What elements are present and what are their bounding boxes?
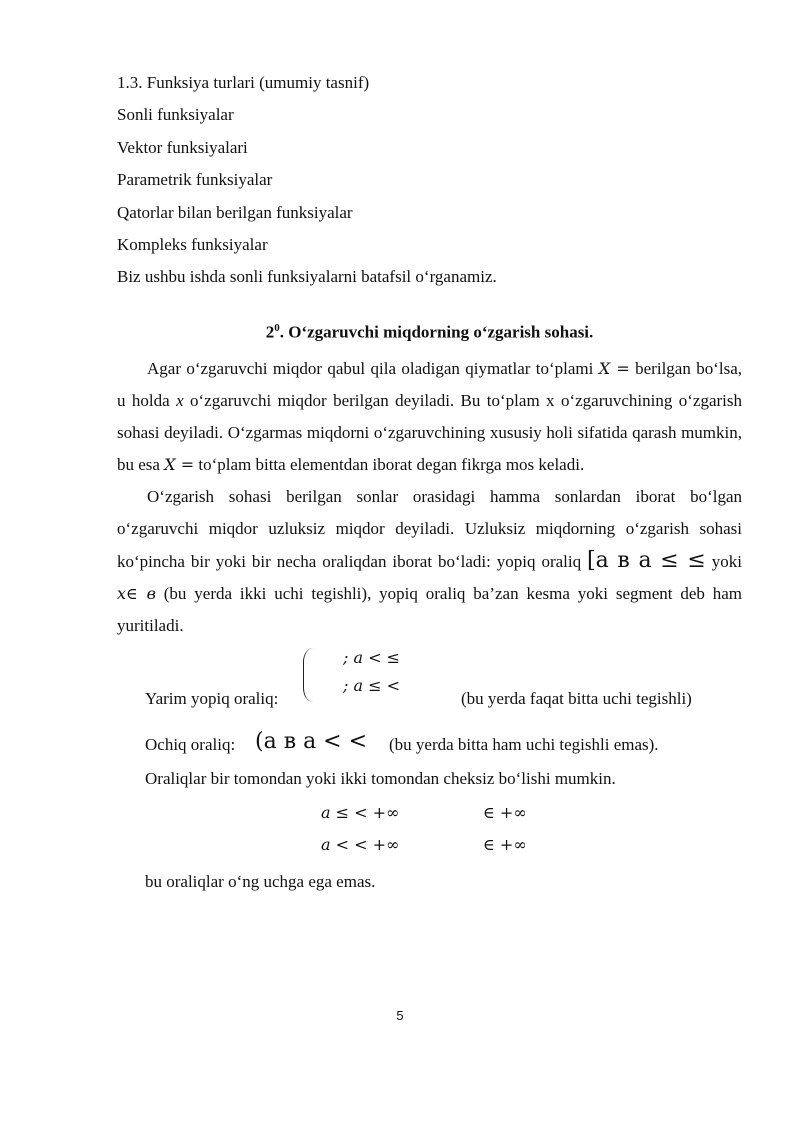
infinite-row-2-left: a < < +∞ — [321, 834, 400, 854]
open-interval-math: (a в a < < — [255, 729, 368, 755]
brace-icon — [303, 648, 318, 702]
half-open-note: (bu yerda faqat bitta uchi tegishli) — [461, 689, 692, 709]
list-item: Parametrik funksiyalar — [117, 170, 273, 190]
section-title: . O‘zgaruvchi miqdorning o‘zgarish sohasi. — [279, 322, 594, 342]
half-open-label: Yarim yopiq oraliq: — [145, 689, 279, 709]
list-item: Sonli funksiyalar — [117, 105, 234, 125]
infinite-intervals-text: Oraliqlar bir tomondan yoki ikki tomondan cheksiz bo‘lishi mumkin. — [145, 769, 616, 789]
open-interval-note: (bu yerda bitta ham uchi tegishli emas). — [389, 735, 659, 755]
paragraph-domain-definition: Agar o‘zgaruvchi miqdor qabul qila oladigan qiymatlar to‘plami X = berilgan bo‘lsa, u holda x o‘zgaruvchi miqdor berilgan deyiladi. Bu to‘plam x o‘zgaruvchining o‘zgarish sohasi deyiladi. O‘zgarmas miqdorni o‘zgaruvchining xususiy holi sifatida qarash mumkin, bu esa X = to‘plam bitta elementdan iborat degan fikrga mos keladi. — [117, 359, 743, 475]
variable-x: x — [176, 391, 184, 411]
math-set-x-single: X = — [164, 455, 195, 475]
section-number-sup: 0 — [274, 321, 280, 334]
half-open-block — [117, 648, 742, 718]
infinite-row-1-right: ∈ +∞ — [483, 802, 527, 822]
list-title: 1.3. Funksiya turlari (umumiy tasnif) — [117, 73, 370, 92]
open-interval-label: Ochiq oraliq: — [145, 735, 236, 755]
list-item: Vektor funksiyalari — [117, 137, 248, 157]
math-closed-interval: [a в a ≤ ≤ — [587, 548, 706, 574]
math-set-x: X = — [598, 359, 630, 379]
open-interval-block — [117, 728, 742, 768]
section-number: 2 — [265, 322, 275, 342]
closing-sentence: bu oraliqlar o‘ng uchga ega emas. — [145, 871, 376, 891]
summary-sentence: Biz ushbu ishda sonli funksiyalarni batafsil o‘rganamiz. — [117, 267, 497, 287]
section-heading — [117, 321, 742, 344]
paragraph-continuous-variable: O‘zgarish sohasi berilgan sonlar orasidagi hamma sonlardan iborat bo‘lgan o‘zgaruvchi miqdor uzluksiz miqdor deyiladi. Uzluksiz miqdorning o‘zgarish sohasi ko‘pincha bir yoki bir necha oraliqdan iborat bo‘ladi: yopiq oraliq [a в a ≤ ≤ yoki x∈ в (bu yerda ikki uchi tegishli), yopiq oraliq ba’zan kesma yoki segment deb ham yuritiladi. — [117, 487, 743, 636]
infinite-row-1-left: a ≤ < +∞ — [321, 802, 400, 822]
list-item: Qatorlar bilan berilgan funksiyalar — [117, 202, 353, 222]
infinite-intervals-block — [117, 801, 742, 871]
document-body — [117, 72, 742, 903]
half-open-line-2: ; a ≤ < — [343, 676, 400, 696]
page-number: 5 — [396, 1008, 404, 1023]
infinite-row-2-right: ∈ +∞ — [483, 834, 527, 854]
half-open-line-1: ; a < ≤ — [343, 648, 400, 668]
list-item: Kompleks funksiyalar — [117, 234, 268, 254]
math-closed-interval-membership: x∈ в — [117, 584, 156, 604]
